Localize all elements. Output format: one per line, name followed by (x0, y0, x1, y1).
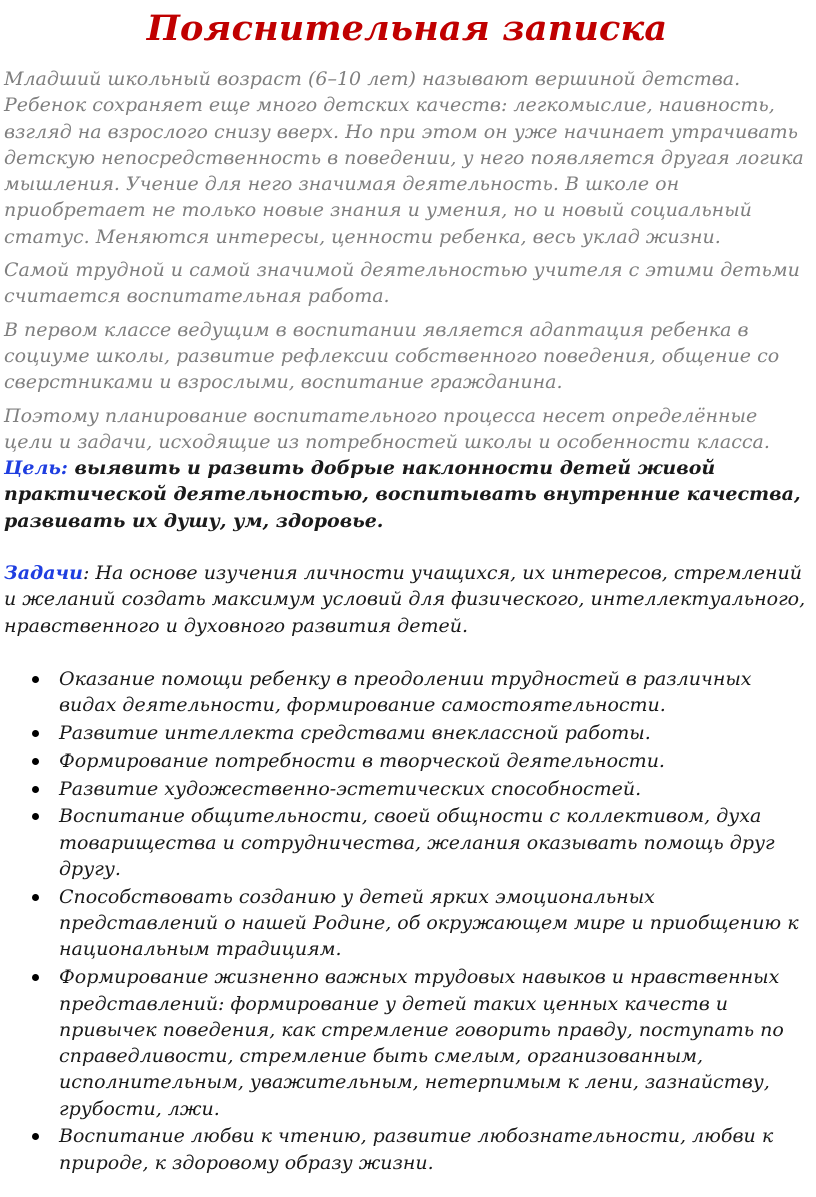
task-item-text: Оказание помощи ребенку в преодолении трудностей в различных видах деятельности, формирование самостоятельности. (59, 667, 752, 717)
goal-paragraph (4, 455, 810, 534)
bullet-icon (32, 758, 39, 765)
bullet-icon (32, 813, 39, 820)
task-list (4, 666, 810, 1176)
task-list-item (4, 666, 810, 719)
task-list-item (4, 803, 810, 882)
bullet-icon (32, 786, 39, 793)
task-list-item (4, 964, 810, 1122)
bullet-icon (32, 676, 39, 683)
task-list-item (4, 720, 810, 746)
goal-label: Цель: (4, 457, 68, 480)
task-list-item (4, 748, 810, 774)
task-item-text: Воспитание общительности, своей общности с коллективом, духа товарищества и сотрудничества, желания оказывать помощь друг другу. (59, 805, 775, 881)
intro-paragraph: В первом классе ведущим в воспитании является адаптация ребенка в социуме школы, развитие рефлексии собственного поведения, общение со сверстниками и взрослыми, воспитание гражданина. (4, 318, 780, 394)
bullet-icon (32, 974, 39, 981)
task-list-item (4, 776, 810, 802)
intro-section (4, 66, 810, 455)
bullet-icon (32, 1133, 39, 1140)
page-title: Пояснительная записка (146, 8, 668, 49)
tasks-label: Задачи (4, 562, 83, 585)
tasks-text: : На основе изучения личности учащихся, их интересов, стремлений и желаний создать максимум условий для физического, интеллектуального, нравственного и духовного развития детей. (4, 562, 806, 637)
intro-paragraph: Младший школьный возраст (6–10 лет) называют вершиной детства. Ребенок сохраняет еще много детских качеств: легкомыслие, наивность, взгляд на взрослого снизу вверх. Но при этом он уже начинает утрачивать детскую непосредственность в поведении, у него появляется другая логика мышления. Учение для него значимая деятельность. В школе он приобретает не только новые знания и умения, но и новый социальный статус. Меняются интересы, ценности ребенка, весь уклад жизни. (4, 68, 804, 248)
intro-paragraph: Поэтому планирование воспитательного процесса несет определённые цели и задачи, исходящие из потребностей школы и особенности класса. (4, 404, 770, 453)
task-list-item (4, 884, 810, 963)
task-list-item (4, 1123, 810, 1176)
task-item-text: Формирование потребности в творческой деятельности. (59, 749, 665, 772)
bullet-icon (32, 730, 39, 737)
task-item-text: Способствовать созданию у детей ярких эмоциональных представлений о нашей Родине, об окружающем мире и приобщению к национальным традициям. (59, 885, 799, 961)
task-item-text: Развитие интеллекта средствами внеклассной работы. (59, 722, 651, 745)
task-item-text: Воспитание любви к чтению, развитие любознательности, любви к природе, к здоровому образу жизни. (59, 1125, 774, 1174)
bullet-icon (32, 894, 39, 901)
task-item-text: Развитие художественно-эстетических способностей. (59, 777, 642, 800)
tasks-paragraph (4, 560, 810, 639)
task-item-text: Формирование жизненно важных трудовых навыков и нравственных представлений: формирование у детей таких ценных качеств и привычек поведения, как стремление говорить правду, поступать по справедливости, стремление быть смелым, организованным, исполнительным, уважительным, нетерпимым к лени, зазнайству, грубости, лжи. (59, 966, 784, 1120)
intro-paragraph: Самой трудной и самой значимой деятельностью учителя с этими детьми считается воспитательная работа. (4, 259, 800, 308)
goal-text: выявить и развить добрые наклонности детей живой практической деятельностью, воспитывать внутренние качества, развивать их душу, ум, здоровье. (4, 457, 801, 532)
